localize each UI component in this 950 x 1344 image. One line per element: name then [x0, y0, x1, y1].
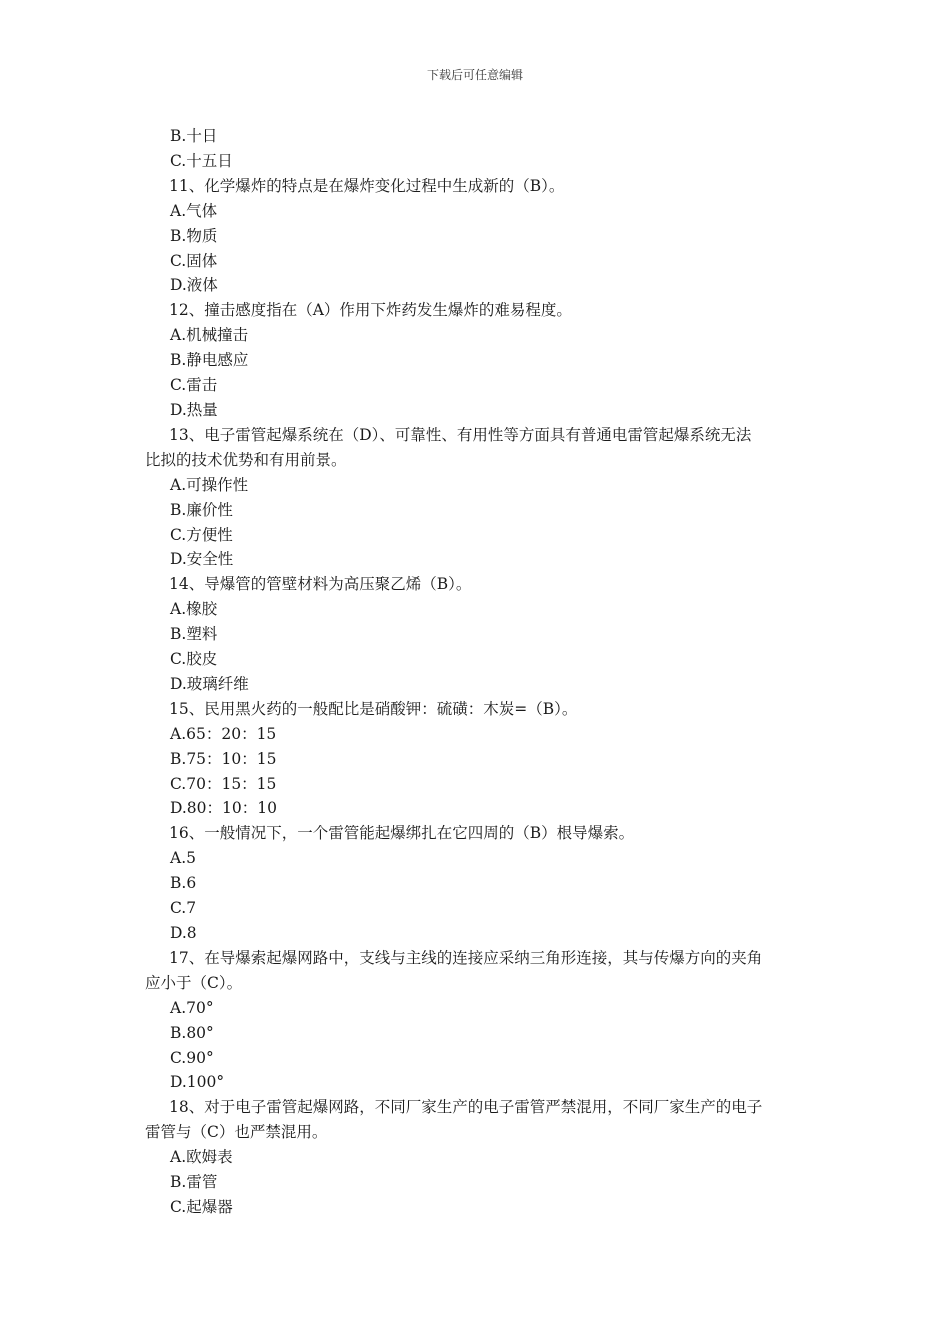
option-line: D.80：10：10 — [170, 799, 277, 818]
option-line: D.玻璃纤维 — [170, 674, 249, 693]
option-line: C.十五日 — [170, 151, 233, 170]
question-line: 17、在导爆索起爆网路中，支线与主线的连接应采纳三角形连接，其与传爆方向的夹角 — [169, 948, 763, 967]
option-line: A.欧姆表 — [170, 1148, 233, 1167]
option-line: A.气体 — [170, 201, 218, 220]
option-line: A.5 — [170, 849, 196, 868]
option-line: B.廉价性 — [170, 500, 233, 519]
option-line: B.塑料 — [170, 625, 218, 644]
option-line: C.90° — [170, 1048, 214, 1067]
question-line: 18、对于电子雷管起爆网路，不同厂家生产的电子雷管严禁混用，不同厂家生产的电子 — [169, 1098, 763, 1117]
option-line: A.橡胶 — [170, 600, 218, 619]
question-continuation: 雷管与（C）也严禁混用。 — [145, 1123, 328, 1142]
question-line: 14、导爆管的管壁材料为高压聚乙烯（B）。 — [169, 575, 472, 594]
question-continuation: 应小于（C）。 — [145, 973, 243, 992]
option-line: B.雷管 — [170, 1173, 218, 1192]
option-line: D.热量 — [170, 400, 218, 419]
option-line: D.安全性 — [170, 550, 234, 569]
question-line: 16、一般情况下，一个雷管能起爆绑扎在它四周的（B）根导爆索。 — [169, 824, 635, 843]
option-line: B.十日 — [170, 127, 218, 145]
option-line: B.静电感应 — [170, 351, 249, 370]
option-line: C.胶皮 — [170, 650, 218, 669]
document-body — [145, 124, 810, 1220]
option-line: C.起爆器 — [170, 1197, 233, 1216]
option-line: A.70° — [170, 998, 214, 1017]
page-header: 下载后可任意编辑 — [426, 68, 523, 82]
question-line: 12、撞击感度指在（A）作用下炸药发生爆炸的难易程度。 — [169, 301, 572, 320]
option-line: C.雷击 — [170, 376, 218, 395]
question-line: 15、民用黑火药的一般配比是硝酸钾：硫磺：木炭=（B）。 — [169, 699, 578, 718]
option-line: B.80° — [170, 1023, 214, 1042]
option-line: D.8 — [170, 924, 197, 942]
option-line: C.7 — [170, 899, 197, 918]
option-line: C.固体 — [170, 251, 218, 270]
option-line: A.可操作性 — [170, 475, 249, 494]
question-line: 13、电子雷管起爆系统在（D）、可靠性、有用性等方面具有普通电雷管起爆系统无法 — [169, 425, 752, 444]
option-line: D.100° — [170, 1073, 225, 1092]
option-line: B.物质 — [170, 226, 218, 245]
option-line: A.机械撞击 — [170, 326, 249, 345]
option-line: A.65：20：15 — [170, 724, 277, 743]
question-line: 11、化学爆炸的特点是在爆炸变化过程中生成新的（B）。 — [169, 176, 565, 195]
option-line: D.液体 — [170, 276, 218, 295]
option-line: B.75：10：15 — [170, 749, 277, 768]
option-line: B.6 — [170, 874, 197, 893]
question-continuation: 比拟的技术优势和有用前景。 — [145, 450, 347, 469]
option-line: C.方便性 — [170, 525, 233, 544]
option-line: C.70：15：15 — [170, 774, 277, 793]
